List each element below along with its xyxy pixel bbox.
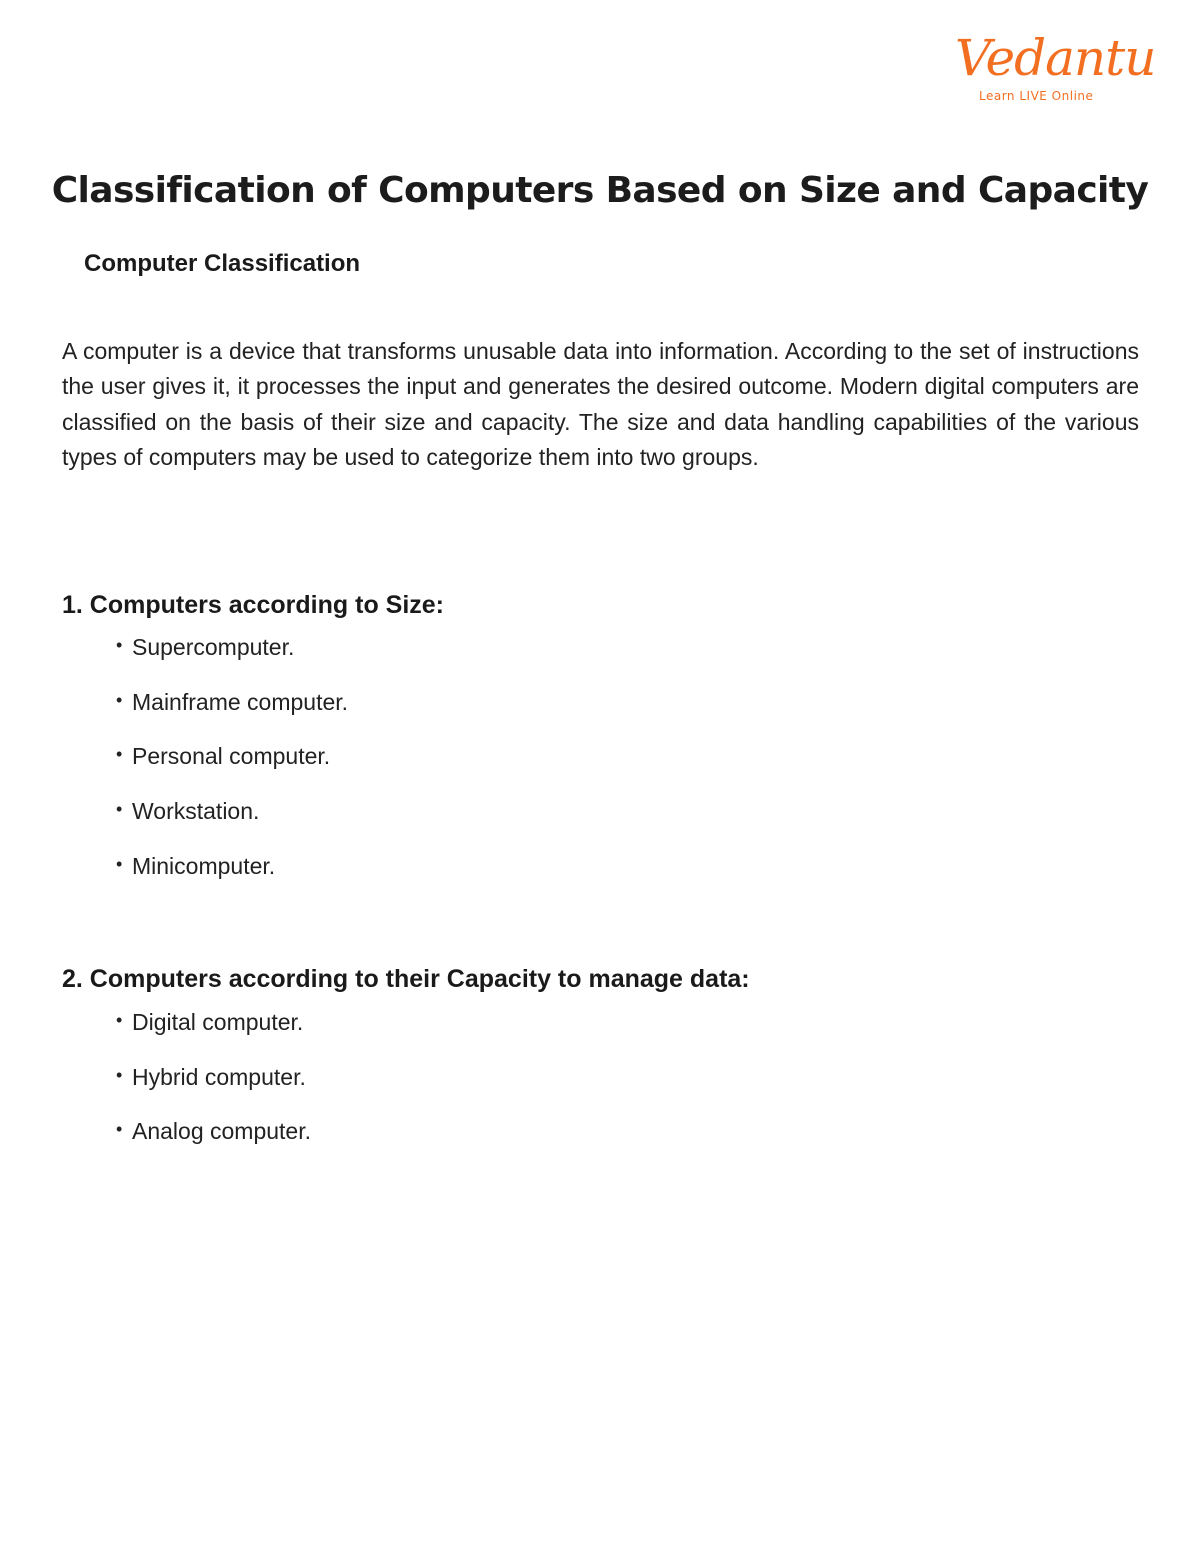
logo-wordmark: Vedantu [955, 29, 1156, 87]
page-title: Classification of Computers Based on Size and Capacity [51, 170, 1149, 211]
section-subtitle: Computer Classification [84, 250, 361, 277]
list-item-text: Mainframe computer. [132, 688, 349, 715]
bullet-icon: • [116, 744, 123, 765]
size-list [116, 630, 348, 903]
vedantu-logo [955, 28, 1156, 108]
logo-tagline: Learn LIVE Online [979, 89, 1094, 103]
bullet-icon: • [116, 635, 123, 655]
intro-paragraph: A computer is a device that transforms unusable data into information. According to the set of instructions the user gives it, it processes the input and generates the desired outcome. Modern digital computers are classified on the basis of their size and capacity. The size and data handling capabilities of the various types of computers may be used to categorize them into two groups. [62, 338, 1139, 470]
list-item-text: Personal computer. [132, 743, 331, 770]
list-item-text: Supercomputer. [132, 634, 295, 660]
list-item [116, 794, 348, 849]
list-item [116, 849, 348, 904]
list-item [116, 685, 348, 740]
bullet-icon: • [116, 1010, 123, 1030]
capacity-list [116, 1005, 311, 1169]
bullet-icon: • [116, 853, 123, 874]
list-item-text: Hybrid computer. [132, 1063, 306, 1090]
bullet-icon: • [116, 1064, 123, 1085]
list-item [116, 739, 348, 794]
list-item [116, 1114, 311, 1169]
size-section-heading: 1. Computers according to Size: [62, 591, 445, 619]
list-item [116, 1060, 311, 1115]
list-item-text: Minicomputer. [132, 852, 276, 879]
bullet-icon: • [116, 799, 123, 820]
list-item-text: Analog computer. [132, 1118, 312, 1145]
capacity-section-heading: 2. Computers according to their Capacity to manage data: [62, 965, 750, 993]
list-item-text: Digital computer. [132, 1009, 304, 1035]
bullet-icon: • [116, 1119, 123, 1140]
list-item [116, 1005, 311, 1060]
list-item-text: Workstation. [132, 798, 260, 825]
bullet-icon: • [116, 689, 123, 710]
list-item [116, 630, 348, 685]
